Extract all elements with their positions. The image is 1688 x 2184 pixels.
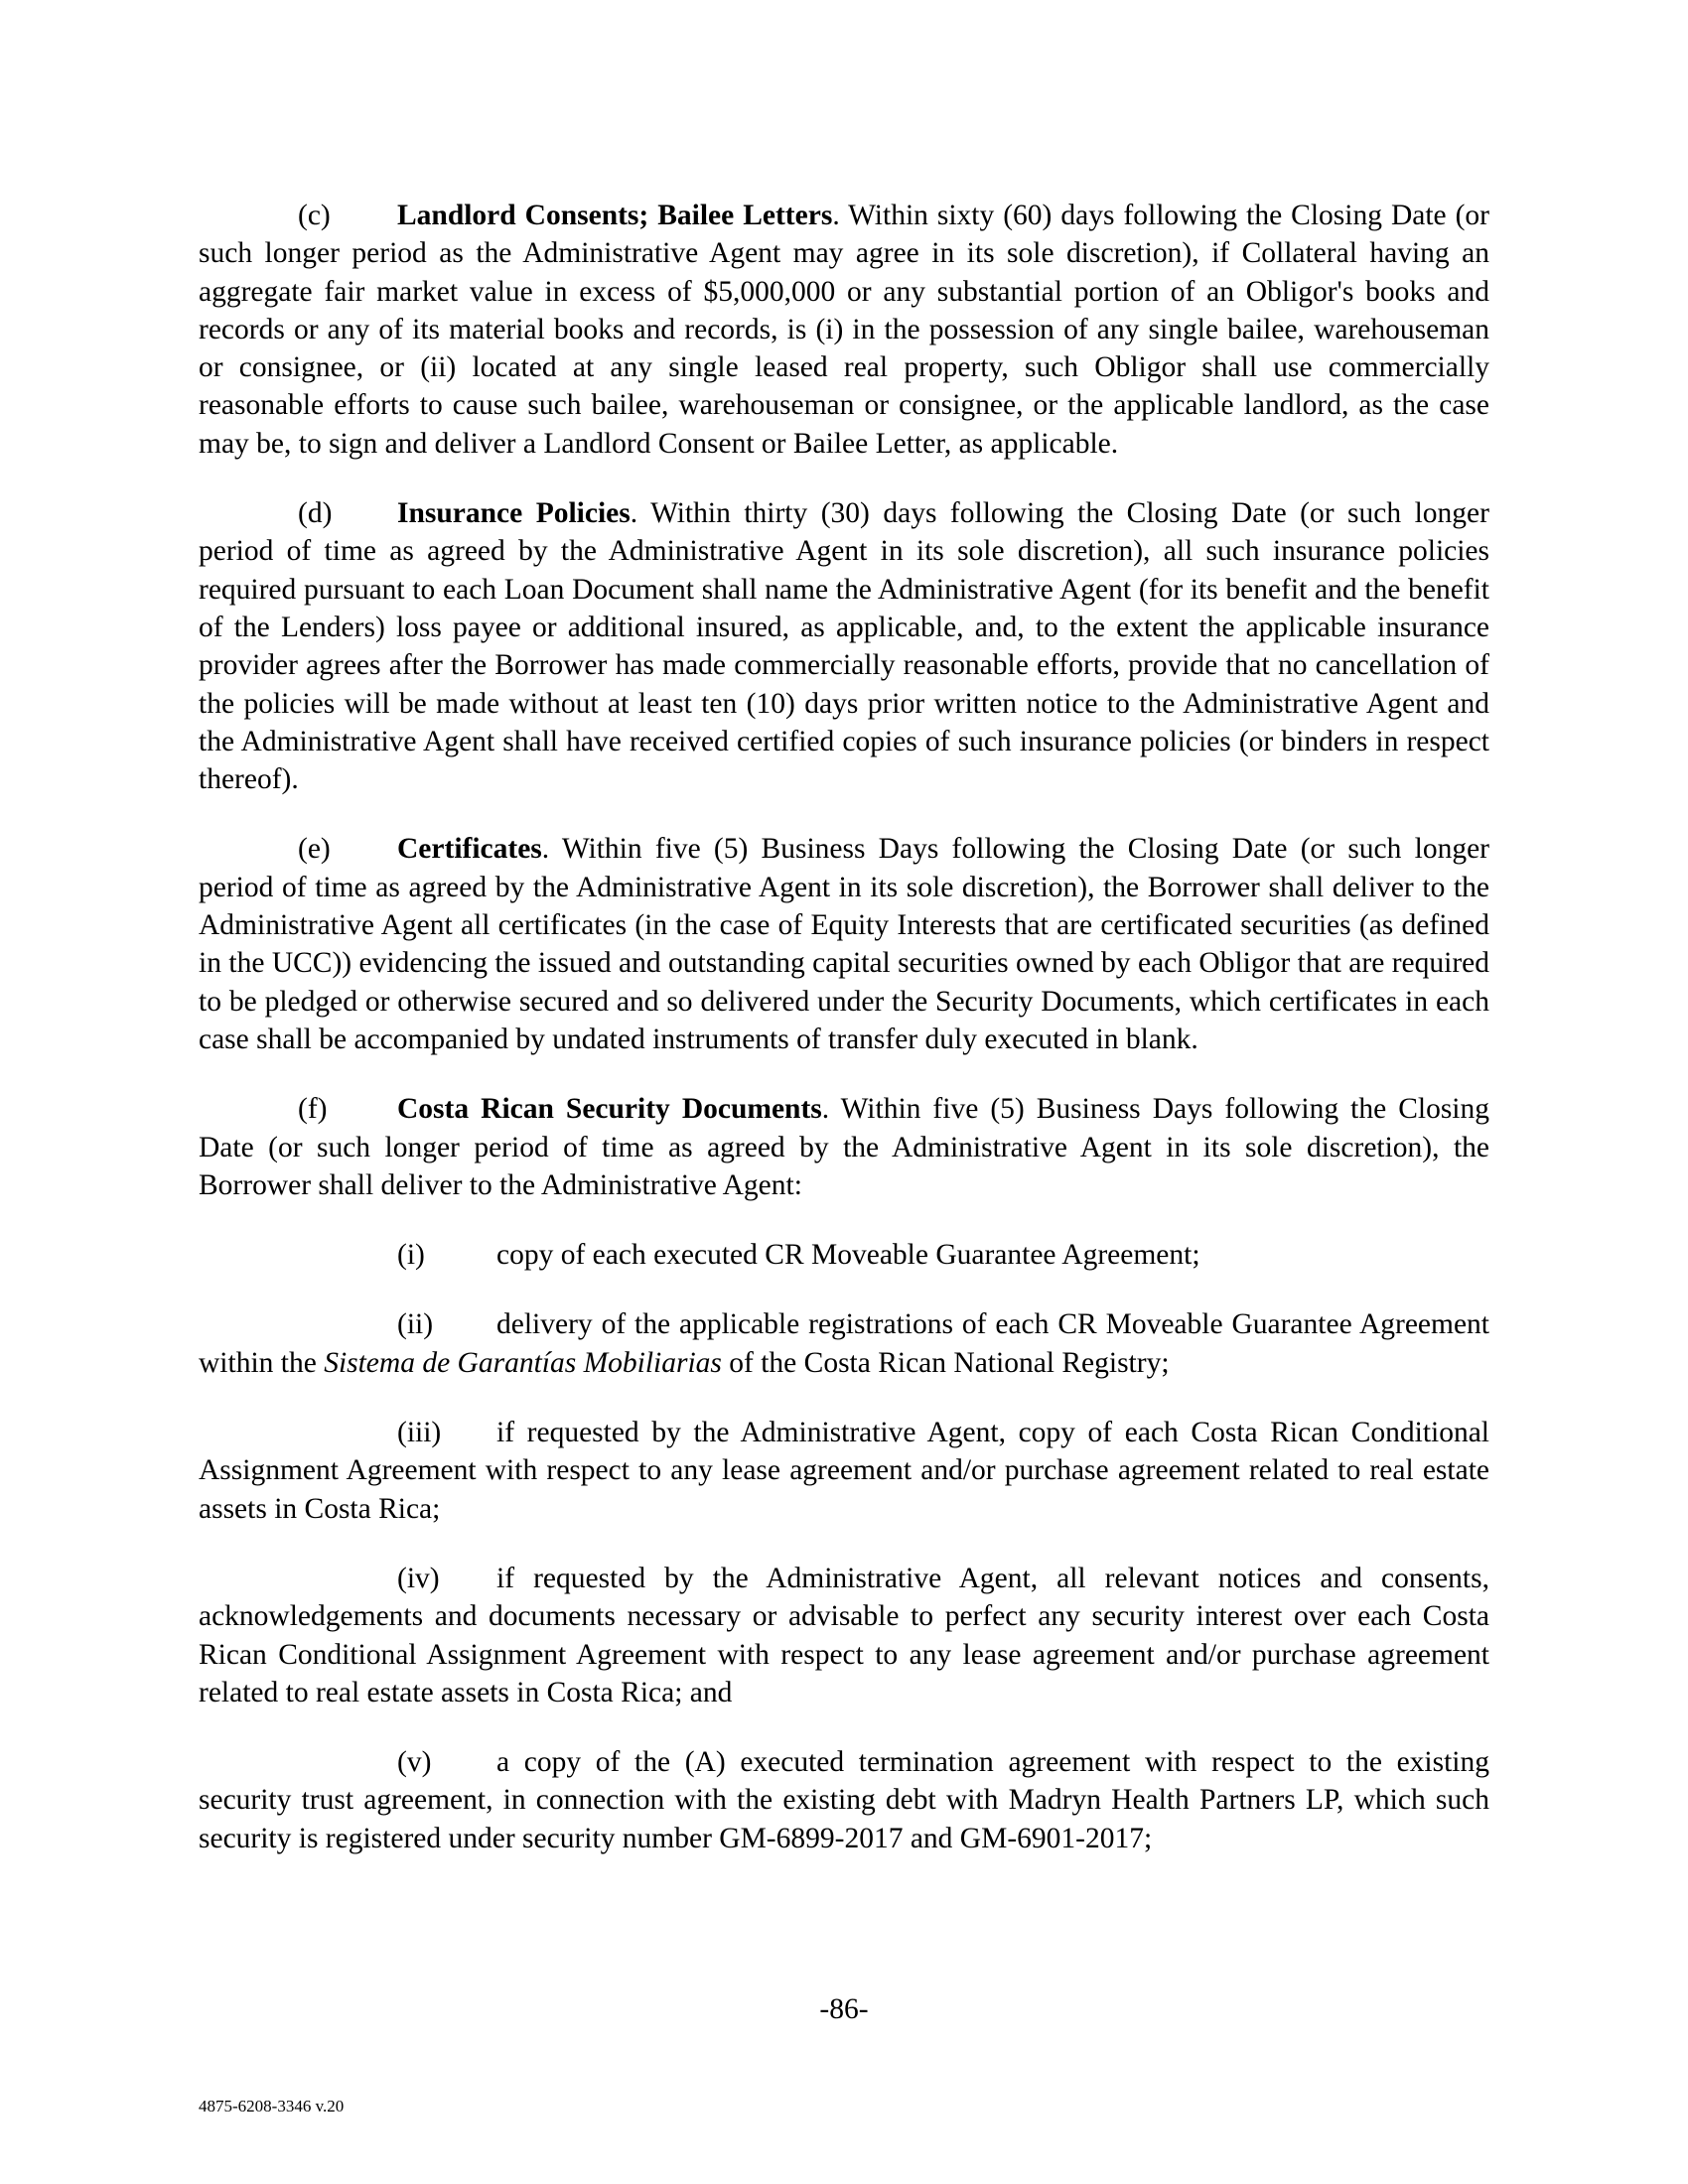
item-text: delivery of the applicable registrations of each CR Moveable Guarantee Agreement within the <box>199 1308 1489 1379</box>
list-item-i <box>199 1236 1489 1274</box>
item-text: if requested by the Administrative Agent, copy of each Costa Rican Conditional Assignment Agreement with respect to any lease agreement and/or purchase agreement related to real estate assets in Costa Rica; <box>199 1417 1489 1525</box>
paragraph-heading: Landlord Consents; Bailee Letters <box>397 200 833 231</box>
list-item-iv <box>199 1560 1489 1711</box>
paragraph-text: . Within five (5) Business Days following the Closing Date (or such longer period of time as agreed by the Administrative Agent in its sole discretion), the Borrower shall deliver to the Administrative Agent: <box>199 1093 1489 1201</box>
paragraph-label: (e) <box>298 833 331 866</box>
paragraph-f <box>199 1090 1489 1204</box>
item-text-after: of the Costa Rican National Registry; <box>721 1346 1170 1379</box>
item-text: if requested by the Administrative Agent, all relevant notices and consents, acknowledgements and documents necessary or advisable to perfect any security interest over each Costa Rican Conditional Assignment Agreement with respect to any lease agreement and/or purchase agreement related to real estate assets in Costa Rica; and <box>199 1562 1489 1708</box>
paragraph-label: (d) <box>298 497 333 530</box>
paragraph-c <box>199 197 1489 463</box>
paragraph-label: (c) <box>298 200 331 231</box>
item-italic-text: Sistema de Garantías Mobiliarias <box>324 1346 722 1379</box>
paragraph-text: . Within thirty (30) days following the Closing Date (or such longer period of time as agreed by the Administrative Agent in its sole discretion), all such insurance policies required pursuant to each Loan Document shall name the Administrative Agent (for its benefit and the benefit of the Lenders) loss payee or additional insured, as applicable, and, to the extent the applicable insurance provider agrees after the Borrower has made commercially reasonable efforts, provide that no cancellation of the policies will be made without at least ten (10) days prior written notice to the Administrative Agent and the Administrative Agent shall have received certified copies of such insurance policies (or binders in respect thereof). <box>199 497 1489 796</box>
paragraph-text: . Within sixty (60) days following the Closing Date (or such longer period as the Administrative Agent may agree in its sole discretion), if Collateral having an aggregate fair market value in excess of $5,000,000 or any substantial portion of an Obligor's books and records or any of its material books and records, is (i) in the possession of any single bailee, warehouseman or consignee, or (ii) located at any single leased real property, such Obligor shall use commercially reasonable efforts to cause such bailee, warehouseman or consignee, or the applicable landlord, as the case may be, to sign and deliver a Landlord Consent or Bailee Letter, as applicable. <box>199 200 1490 460</box>
paragraph-heading: Costa Rican Security Documents <box>397 1093 822 1126</box>
item-label: (i) <box>397 1239 425 1272</box>
list-item-ii <box>199 1305 1489 1382</box>
list-item-v <box>199 1743 1489 1857</box>
page-number: -86- <box>819 1993 869 2025</box>
item-text: a copy of the (A) executed termination agreement with respect to the existing security trust agreement, in connection with the existing debt with Madryn Health Partners LP, which such security is registered under security number GM-6899-2017 and GM-6901-2017; <box>199 1746 1489 1854</box>
item-label: (v) <box>397 1746 432 1779</box>
document-id: 4875-6208-3346 v.20 <box>199 2097 345 2116</box>
list-item-iii <box>199 1414 1489 1528</box>
paragraph-e <box>199 830 1489 1058</box>
item-label: (iv) <box>397 1562 440 1594</box>
item-text: copy of each executed CR Moveable Guarantee Agreement; <box>496 1239 1200 1272</box>
paragraph-text: . Within five (5) Business Days following the Closing Date (or such longer period of time as agreed by the Administrative Agent in its sole discretion), the Borrower shall deliver to the Administrative Agent all certificates (in the case of Equity Interests that are certificated securities (as defined in the UCC)) evidencing the issued and outstanding capital securities owned by each Obligor that are required to be pledged or otherwise secured and so delivered under the Security Documents, which certificates in each case shall be accompanied by undated instruments of transfer duly executed in blank. <box>199 833 1489 1055</box>
paragraph-d <box>199 494 1489 798</box>
item-label: (ii) <box>397 1308 434 1341</box>
document-body <box>199 197 1489 1889</box>
item-label: (iii) <box>397 1417 442 1449</box>
paragraph-heading: Insurance Policies <box>397 497 631 530</box>
paragraph-heading: Certificates <box>397 833 542 866</box>
paragraph-label: (f) <box>298 1093 328 1126</box>
